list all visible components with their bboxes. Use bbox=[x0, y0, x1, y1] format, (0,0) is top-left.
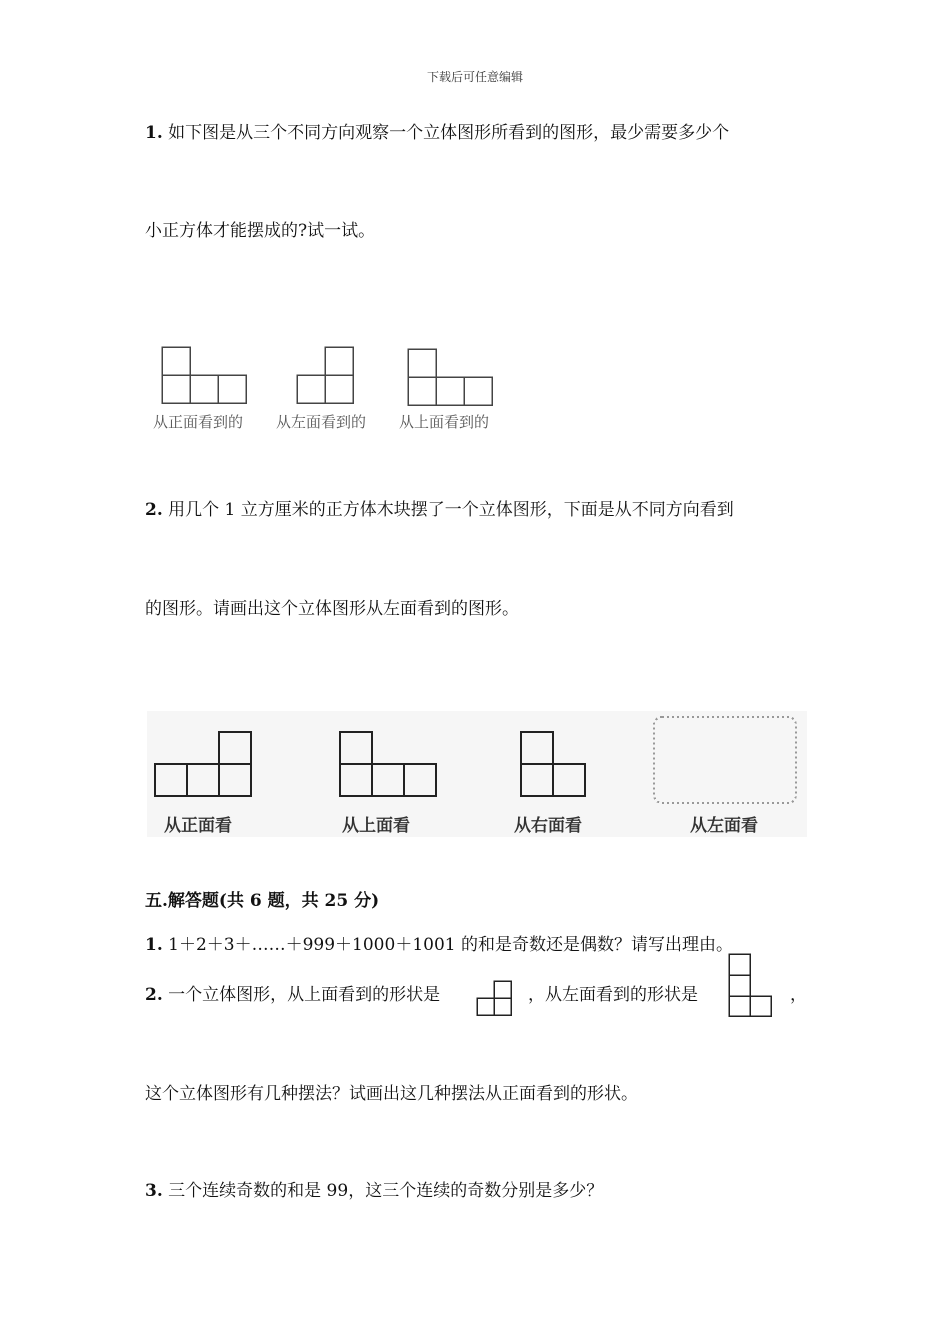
s5-q2-number: 2. bbox=[145, 985, 163, 1005]
q2-front-view-figure bbox=[152, 730, 254, 800]
q2-caption-right: 从右面看 bbox=[514, 816, 582, 836]
q1-text-line2: 小正方体才能摆成的?试一试。 bbox=[145, 221, 376, 241]
q2-caption-left: 从左面看 bbox=[690, 816, 758, 836]
s5-q2-line1 bbox=[145, 980, 440, 1005]
s5-q3-number: 3. bbox=[145, 1181, 163, 1201]
section5-heading: 五.解答题(共 6 题，共 25 分) bbox=[145, 891, 380, 911]
q2-left-view-answer-box bbox=[651, 714, 799, 806]
q1-line1 bbox=[145, 118, 729, 143]
s5-q1 bbox=[145, 930, 733, 955]
s5-q3 bbox=[145, 1176, 603, 1201]
q1-caption-top: 从上面看到的 bbox=[399, 413, 490, 431]
q2-top-view-figure bbox=[337, 730, 439, 800]
s5-q2-part2: ，从左面看到的形状是 bbox=[528, 985, 698, 1005]
q2-caption-top: 从上面看 bbox=[342, 816, 410, 836]
q2-number: 2. bbox=[145, 500, 163, 520]
s5-q2-part1: 一个立体图形，从上面看到的形状是 bbox=[168, 985, 441, 1005]
q2-text-line1: 用几个 1 立方厘米的正方体木块摆了一个立体图形，下面是从不同方向看到 bbox=[168, 500, 734, 520]
q1-top-view-figure bbox=[406, 347, 496, 409]
q1-caption-left: 从左面看到的 bbox=[276, 413, 367, 431]
page-header: 下载后可任意编辑 bbox=[426, 70, 523, 84]
q2-caption-front: 从正面看 bbox=[164, 816, 232, 836]
q2-text-line2: 的图形。请画出这个立体图形从左面看到的图形。 bbox=[145, 599, 519, 619]
q2-line1 bbox=[145, 495, 734, 520]
q1-left-view-figure bbox=[295, 345, 357, 407]
q2-right-view-figure bbox=[518, 730, 590, 800]
s5-q2-part3: ， bbox=[790, 985, 807, 1005]
q1-number: 1. bbox=[145, 123, 163, 143]
s5-q2-line2: 这个立体图形有几种摆法？试画出这几种摆法从正面看到的形状。 bbox=[145, 1084, 638, 1104]
s5-q1-number: 1. bbox=[145, 935, 163, 955]
s5-q2-left-shape-figure bbox=[727, 952, 775, 1018]
s5-q2-top-shape-figure bbox=[475, 979, 515, 1019]
s5-q1-text: 1＋2＋3＋……＋999＋1000＋1001 的和是奇数还是偶数？请写出理由。 bbox=[168, 935, 733, 955]
s5-q3-text: 三个连续奇数的和是 99，这三个连续的奇数分别是多少？ bbox=[168, 1181, 604, 1201]
q1-text-line1: 如下图是从三个不同方向观察一个立体图形所看到的图形，最少需要多少个 bbox=[168, 123, 730, 143]
q1-front-view-figure bbox=[160, 345, 250, 407]
q1-caption-front: 从正面看到的 bbox=[153, 413, 244, 431]
